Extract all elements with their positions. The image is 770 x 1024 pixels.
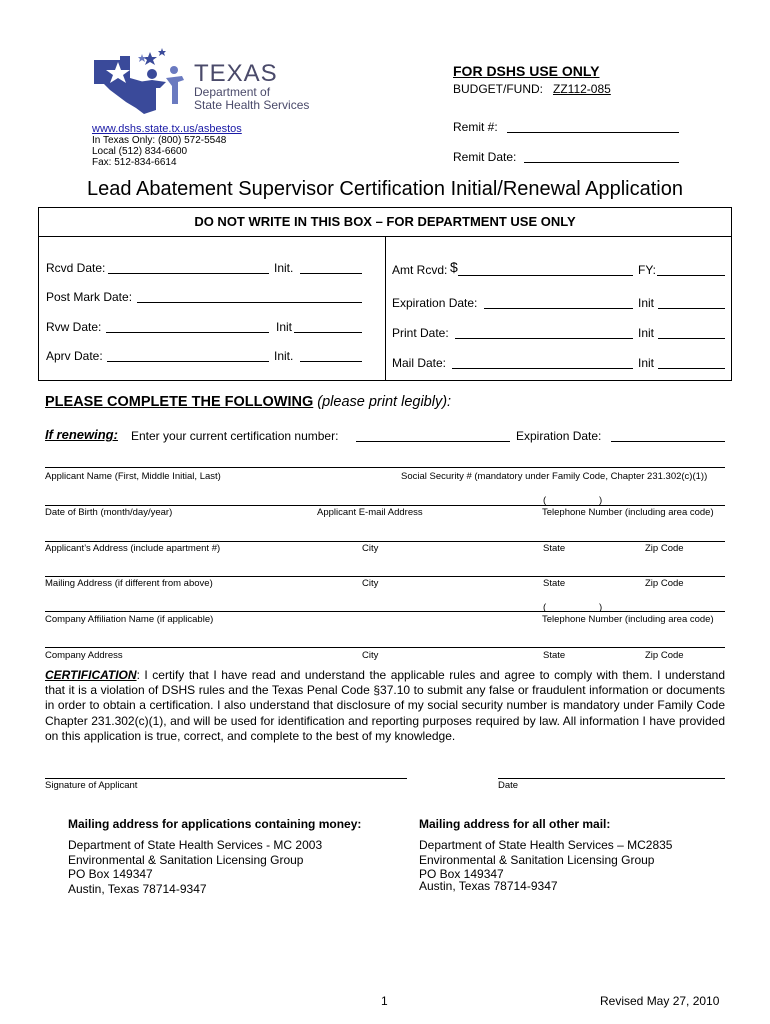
other-address-line3: PO Box 149347 <box>419 867 504 881</box>
dob-label: Date of Birth (month/day/year) <box>45 507 173 518</box>
signature-label: Signature of Applicant <box>45 780 138 791</box>
print-legibly-note: (please print legibly): <box>317 394 452 410</box>
texas-state-logo-icon <box>90 48 190 118</box>
company-address-line[interactable] <box>45 647 725 648</box>
phone-paren-open-2: ( <box>543 602 547 613</box>
remit-date-label: Remit Date: <box>453 150 517 164</box>
mailing-address-line[interactable] <box>45 576 725 577</box>
applicant-city-label: City <box>362 543 379 554</box>
texas-only-phone: In Texas Only: (800) 572-5548 <box>92 135 227 146</box>
phone-label: Telephone Number (including area code) <box>542 507 714 518</box>
complete-instructions <box>45 394 451 410</box>
phone-paren-close-2: ) <box>599 602 603 613</box>
other-address-line1: Department of State Health Services – MC2835 <box>419 838 673 852</box>
fax-number: Fax: 512-834-6614 <box>92 157 177 168</box>
mail-date-field[interactable] <box>452 368 633 369</box>
money-address-line4: Austin, Texas 78714-9347 <box>68 881 207 896</box>
budget-fund-value: ZZ112-085 <box>553 82 611 96</box>
rvw-date-label: Rvw Date: <box>46 320 102 334</box>
rcvd-date-label: Rcvd Date: <box>46 261 106 275</box>
fy-field[interactable] <box>657 275 725 276</box>
init-label-3: Init. <box>274 349 294 363</box>
amt-rcvd-label: Amt Rcvd: <box>392 263 448 277</box>
init-field-1[interactable] <box>300 273 362 274</box>
certification-text: : I certify that I have read and understand the applicable rules and agree to comply with them. I understand that it is a violation of DSHS rules and the Texas Penal Code §37.10 to submit any false or fraudulent information or documents in order to obtain a certification. I also understand that disclosure of my social security number is mandatory under Family Code Chapter 231.302(c)(1), and will be used for identification and reporting purposes required by law. All information I have provided on this application is true, correct, and complete to the best of my knowledge. <box>45 668 725 743</box>
mail-date-label: Mail Date: <box>392 356 447 370</box>
revised-date: Revised May 27, 2010 <box>600 994 720 1008</box>
form-title: Lead Abatement Supervisor Certification Initial/Renewal Application <box>87 178 683 200</box>
phone-paren-close-1: ) <box>599 495 603 506</box>
init-label-6: Init <box>638 356 655 370</box>
local-phone: Local (512) 834-6600 <box>92 146 188 157</box>
company-phone-label: Telephone Number (including area code) <box>542 614 714 625</box>
company-state-label: State <box>543 650 566 661</box>
department-box-header: DO NOT WRITE IN THIS BOX – FOR DEPARTMENT USE ONLY <box>194 214 576 229</box>
website-link[interactable]: www.dshs.state.tx.us/asbestos <box>92 123 242 135</box>
applicant-state-label: State <box>543 543 566 554</box>
amt-rcvd-field[interactable] <box>458 275 633 276</box>
fy-label: FY: <box>638 263 657 277</box>
aprv-date-field[interactable] <box>107 361 269 362</box>
init-field-4[interactable] <box>658 308 725 309</box>
mailing-city-label: City <box>362 578 379 589</box>
other-address-line4: Austin, Texas 78714-9347 <box>419 878 558 893</box>
remit-date-field[interactable] <box>524 162 679 163</box>
init-label-1: Init. <box>274 261 294 275</box>
cert-number-label: Enter your current certification number: <box>131 429 339 443</box>
signature-date-label: Date <box>498 780 519 791</box>
logo-state-name: TEXAS <box>194 60 278 87</box>
renewal-expiration-field[interactable] <box>611 441 725 442</box>
company-affiliation-label: Company Affiliation Name (if applicable) <box>45 614 214 625</box>
department-box-column-divider <box>385 236 386 381</box>
init-field-6[interactable] <box>658 368 725 369</box>
mailing-address-label: Mailing Address (if different from above) <box>45 578 213 589</box>
company-city-label: City <box>362 650 379 661</box>
money-address-line3: PO Box 149347 <box>68 867 153 881</box>
money-address-line2: Environmental & Sanitation Licensing Group <box>68 852 304 867</box>
print-date-field[interactable] <box>455 338 633 339</box>
dob-email-phone-line[interactable] <box>45 505 725 506</box>
other-mailing-address <box>419 838 672 893</box>
rvw-date-field[interactable] <box>106 332 269 333</box>
post-mark-date-label: Post Mark Date: <box>46 290 133 304</box>
ssn-label: Social Security # (mandatory under Family Code, Chapter 231.302(c)(1)) <box>401 471 708 482</box>
post-mark-date-field[interactable] <box>137 302 362 303</box>
email-label: Applicant E-mail Address <box>317 507 423 518</box>
rcvd-date-field[interactable] <box>108 273 269 274</box>
company-affiliation-line[interactable] <box>45 611 725 612</box>
renewal-expiration-label: Expiration Date: <box>516 429 602 443</box>
signature-field[interactable] <box>45 778 407 779</box>
init-label-5: Init <box>638 326 655 340</box>
remit-number-label: Remit #: <box>453 120 498 134</box>
page-number: 1 <box>381 994 388 1008</box>
complete-heading: PLEASE COMPLETE THE FOLLOWING <box>45 394 314 410</box>
mailing-state-label: State <box>543 578 566 589</box>
dshs-use-title: FOR DSHS USE ONLY <box>453 63 600 79</box>
applicant-name-line[interactable] <box>45 467 725 468</box>
init-field-2[interactable] <box>294 332 362 333</box>
money-address-line1: Department of State Health Services - MC 2003 <box>68 838 323 852</box>
other-address-line2: Environmental & Sanitation Licensing Group <box>419 852 655 867</box>
init-label-2: Init <box>276 320 293 334</box>
dollar-sign: $ <box>450 259 458 275</box>
print-date-label: Print Date: <box>392 326 449 340</box>
expiration-date-field[interactable] <box>484 308 633 309</box>
if-renewing-label: If renewing: <box>45 427 118 442</box>
other-mailing-heading: Mailing address for all other mail: <box>419 817 611 831</box>
cert-number-field[interactable] <box>356 441 510 442</box>
remit-number-field[interactable] <box>507 132 679 133</box>
init-label-4: Init <box>638 296 655 310</box>
dshs-logo <box>90 48 330 118</box>
applicant-zip-label: Zip Code <box>645 543 684 554</box>
logo-dept-line1: Department of <box>194 85 271 99</box>
init-field-3[interactable] <box>300 361 362 362</box>
department-use-box <box>38 207 732 381</box>
certification-statement <box>45 668 725 744</box>
phone-paren-open-1: ( <box>543 495 547 506</box>
applicant-address-line[interactable] <box>45 541 725 542</box>
mailing-zip-label: Zip Code <box>645 578 684 589</box>
logo-dept-line2: State Health Services <box>194 98 310 112</box>
company-zip-label: Zip Code <box>645 650 684 661</box>
applicant-address-label: Applicant’s Address (include apartment #) <box>45 543 221 554</box>
aprv-date-label: Aprv Date: <box>46 349 103 363</box>
init-field-5[interactable] <box>658 338 725 339</box>
signature-date-field[interactable] <box>498 778 725 779</box>
expiration-date-label: Expiration Date: <box>392 296 478 310</box>
applicant-name-label: Applicant Name (First, Middle Initial, Last) <box>45 471 221 482</box>
budget-fund-label: BUDGET/FUND: <box>453 82 543 96</box>
money-mailing-address <box>68 838 322 896</box>
certification-label: CERTIFICATION <box>45 668 137 682</box>
money-mailing-heading: Mailing address for applications containing money: <box>68 817 362 831</box>
company-address-label: Company Address <box>45 650 123 661</box>
